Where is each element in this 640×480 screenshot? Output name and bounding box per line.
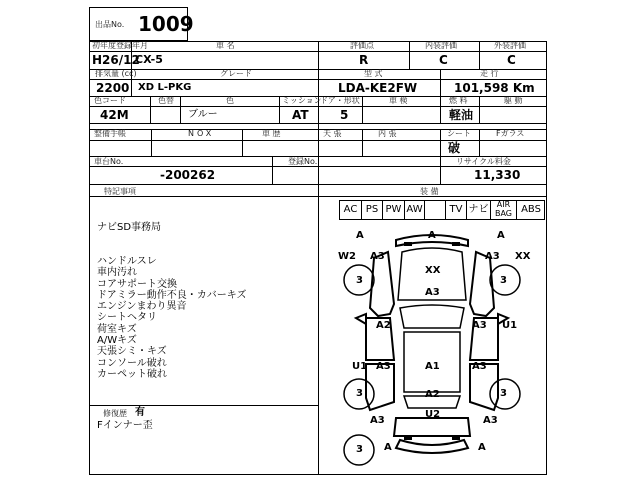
equip-airbag: AIR BAG	[494, 200, 513, 218]
note-line: コアサポート交換	[97, 278, 177, 290]
note-line: シートヘタリ	[97, 312, 157, 324]
car-diagram	[330, 222, 540, 470]
interior-score-label: 内装評価	[425, 41, 457, 50]
damage-front-right: A	[497, 230, 505, 241]
repair-label: 修復歴	[103, 409, 127, 418]
damage-front-left: A	[428, 230, 436, 241]
equip-navi: ナビ	[468, 204, 489, 215]
mileage-label: 走 行	[480, 69, 499, 78]
damage-hood: XX	[425, 265, 441, 276]
interior-trim-label: 内 張	[378, 129, 397, 138]
damage-right-rear: A3	[472, 361, 487, 372]
tire-rr-score: 3	[500, 388, 507, 399]
notes-label: 特記事項	[104, 187, 136, 196]
damage-w2: W2	[338, 251, 356, 262]
damage-rr-a3: A3	[483, 415, 498, 426]
damage-rear-panel: U2	[425, 409, 441, 420]
damage-windshield: A	[356, 230, 364, 241]
reg-no-label: 登録No.	[288, 157, 318, 166]
note-line: ハンドルスレ	[97, 255, 157, 267]
inspection-label: 車 検	[389, 96, 408, 105]
damage-fr-xx: XX	[515, 251, 531, 262]
equip-ac: AC	[343, 204, 358, 215]
doors-value: 5	[340, 108, 349, 122]
repair-value: 有	[135, 407, 145, 418]
recycle-value: 11,330	[474, 168, 521, 182]
color-label: 色	[226, 96, 234, 105]
roof-label: 天 張	[323, 129, 342, 138]
note-line: 荷室キズ	[97, 323, 137, 335]
first-reg-value: H26/12	[92, 53, 140, 67]
tire-fr-score: 3	[500, 275, 507, 286]
damage-fl-a3: A3	[370, 251, 385, 262]
car-name-value: CX-5	[135, 53, 163, 66]
fuel-label: 燃 料	[449, 96, 468, 105]
note-line: エンジンまわり異音	[97, 301, 187, 313]
repair-line: Fインナー歪	[97, 420, 153, 431]
damage-left-rear: A3	[376, 361, 391, 372]
damage-rl-a3: A3	[370, 415, 385, 426]
interior-score-value: C	[439, 53, 448, 67]
damage-roof-front: A3	[425, 287, 440, 298]
chassis-label: 車台No.	[94, 157, 124, 166]
note-line: 天張シミ・キズ	[97, 346, 167, 358]
mileage-value: 101,598 Km	[454, 81, 535, 95]
color-change-label: 色替	[158, 96, 174, 105]
grade-value: XD L-PKG	[138, 82, 192, 93]
recycle-label: リサイクル料金	[456, 157, 511, 166]
lot-number-label: 出品No.	[95, 20, 125, 29]
history-label: 車 歴	[262, 129, 281, 138]
mission-value: AT	[292, 108, 309, 122]
chassis-value: -200262	[160, 168, 216, 182]
note-line: ナビSD事務局	[97, 222, 162, 233]
manual-label: 整備手帳	[94, 129, 126, 138]
color-code-label: 色コード	[94, 96, 126, 105]
tire-fl-score: 3	[356, 275, 363, 286]
displacement-value: 2200	[96, 81, 130, 95]
damage-right-front-door: A3	[472, 320, 487, 331]
damage-roof: A1	[425, 361, 440, 372]
exterior-score-value: C	[507, 53, 516, 67]
color-code-value: 42M	[100, 108, 129, 122]
note-line: A/Wキズ	[97, 335, 137, 346]
damage-fr-a3: A3	[485, 251, 500, 262]
lot-number-box	[89, 7, 194, 41]
note-line: 車内汚れ	[97, 267, 137, 279]
car-name-label: 車 名	[216, 41, 235, 50]
equipment-label: 装 備	[420, 187, 439, 196]
damage-trunk: A2	[425, 389, 440, 400]
model-label: 型 式	[364, 69, 383, 78]
equip-blank	[425, 200, 445, 220]
seat-value: 破	[448, 141, 461, 155]
displacement-label: 排気量 (cc)	[95, 69, 137, 78]
drive-label: 駆 動	[504, 96, 523, 105]
note-line: カーペット破れ	[97, 368, 167, 380]
equip-abs: ABS	[521, 204, 541, 215]
seat-label: シート	[447, 129, 471, 138]
doors-label: ドア・形状	[320, 96, 360, 105]
mission-label: ミッション	[282, 96, 322, 105]
note-line: ドアミラー動作不良・カバーキズ	[97, 289, 247, 301]
exterior-score-label: 外装評価	[494, 41, 526, 50]
equip-pw: PW	[385, 204, 402, 215]
fglass-label: Fガラス	[496, 129, 525, 138]
damage-left-front-door: A2	[376, 320, 391, 331]
lot-number: 1009	[138, 12, 194, 36]
model-value: LDA-KE2FW	[338, 81, 418, 95]
spare-tire-score: 3	[356, 444, 363, 455]
fuel-value: 軽油	[449, 108, 474, 122]
equip-ps: PS	[365, 204, 379, 215]
damage-rear-bumper-right: A	[478, 442, 486, 453]
equip-tv: TV	[449, 204, 463, 215]
grade-label: グレード	[220, 69, 252, 78]
color-value: ブルー	[188, 109, 218, 120]
damage-left-u1: U1	[352, 361, 368, 372]
score-value: R	[359, 53, 369, 67]
nox-label: NOX	[188, 129, 215, 138]
damage-rear-bumper-left: A	[384, 442, 392, 453]
equip-aw: AW	[406, 204, 423, 215]
tire-rl-score: 3	[356, 388, 363, 399]
first-reg-label: 初年度登録年月	[92, 41, 148, 50]
score-label: 評価点	[350, 41, 374, 50]
note-line: コンソール破れ	[97, 357, 167, 369]
damage-right-u1: U1	[502, 320, 518, 331]
